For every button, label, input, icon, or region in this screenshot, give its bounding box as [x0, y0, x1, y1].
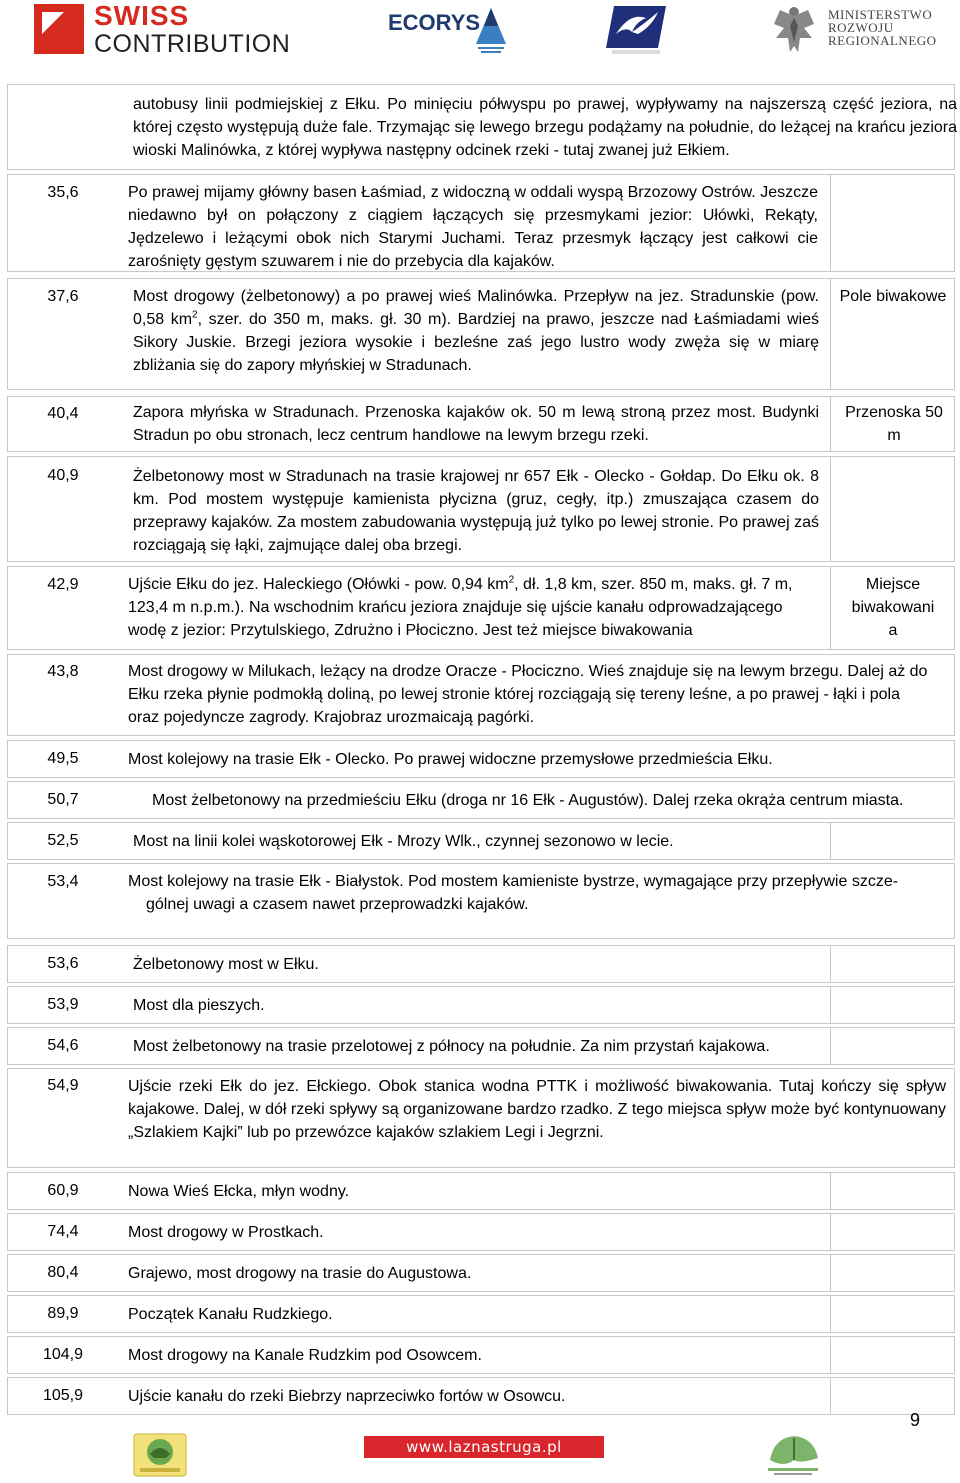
row-description: Nowa Wieś Ełcka, młyn wodny.	[128, 1183, 350, 1200]
swiss-contribution-logo	[34, 0, 294, 58]
km-value: 60,9	[47, 1182, 79, 1199]
km-value: 104,9	[42, 1346, 84, 1363]
ministry-line-1: MINISTERSTWO	[828, 7, 933, 22]
ecorys-logo-text: ECORYS	[388, 10, 481, 35]
km-value: 89,9	[47, 1305, 79, 1322]
table-row	[7, 740, 955, 778]
seagull-logo	[606, 4, 668, 56]
row-description: Most dla pieszych.	[133, 997, 265, 1014]
row-note: Miejsce biwakowani a	[851, 576, 935, 639]
km-value: 50,7	[47, 791, 79, 808]
km-value: 53,9	[47, 996, 79, 1013]
row-description: Ujście Ełku do jez. Haleckiego (Ołówki - pow. 0,94 $km^2$, dł. 1,8 km, szer. 850 m, maks. gł. 7 m, 123,4 m n.p.m.). Na wschodnim krańcu jeziora znajduje się ujście kanału odprowadzającego wodę z jezior: Przytulskiego, Zdrużno i Płociczno. Jest też miejsce biwakowania	[128, 574, 793, 639]
eco-trail-logo	[760, 1430, 826, 1478]
row-description: Żelbetonowy most w Stradunach na trasie krajowej nr 657 Ełk - Olecko - Gołdap. Do Ełku ok. 8 km. Pod mostem występuje kamienista płycizna (gruz, cegły, itp.) zmuszająca czasem do przeprawy kajaków. Za mostem zabudowania występują już tylko po lewej stronie. Po prawej zaś rozciągają się łąki, zajmujące dalej oba brzegi.	[133, 468, 819, 554]
row-description: Początek Kanału Rudzkiego.	[128, 1306, 333, 1323]
row-description: Ujście kanału do rzeki Biebrzy naprzeciwko fortów w Osowcu.	[128, 1388, 566, 1405]
swiss-logo-line2: CONTRIBUTION	[94, 30, 291, 58]
row-description: Po prawej mijamy główny basen Łaśmiad, z widoczną w oddali wyspą Brzozowy Ostrów. Jeszcze niedawno był on połączony z ciągiem łączących się przesmykami jezior: Ułówki, Rekąty, Jędzelewo i leżącymi obok nich Starymi Juchami. Teraz przesmyk łączący jest całkowi cie zarośnięty gęstym szuwarem i nie do przebycia dla kajaków.	[128, 184, 818, 270]
notes-cell	[830, 175, 955, 271]
badge-logo-icon	[132, 1432, 188, 1478]
oak-leaf-icon	[760, 1430, 826, 1478]
table-row	[7, 863, 955, 939]
row-description: Grajewo, most drogowy na trasie do Augustowa.	[128, 1265, 472, 1282]
page-header	[0, 0, 960, 60]
page-number: 9	[910, 1410, 921, 1430]
table-row	[7, 1068, 955, 1168]
table-row	[7, 174, 955, 272]
notes-cell	[830, 1378, 955, 1414]
table-row	[7, 278, 955, 390]
table-row	[7, 1377, 955, 1415]
row-description: Most kolejowy na trasie Ełk - Białystok. Pod mostem kamieniste bystrze, wymagające przy przepływie szcze- gólnej uwagi a czasem nawet przeprowadzki kajaków.	[128, 873, 899, 913]
notes-cell	[830, 823, 955, 859]
ministry-line-3: REGIONALNEGO	[828, 33, 937, 48]
swiss-logo-line1: SWISS	[94, 0, 190, 31]
mountain-icon	[474, 6, 508, 56]
km-value: 37,6	[47, 288, 79, 305]
notes-cell	[830, 1296, 955, 1332]
table-row	[7, 945, 955, 983]
km-value: 74,4	[47, 1223, 79, 1240]
notes-cell	[830, 567, 955, 649]
km-value: 53,4	[47, 873, 79, 890]
km-value: 40,9	[47, 467, 79, 484]
table-row	[7, 1254, 955, 1292]
table-row	[7, 986, 955, 1024]
row-note: Przenoska 50 m	[845, 404, 943, 444]
row-description: Most żelbetonowy na trasie przelotowej z północy na południe. Za nim przystań kajakowa.	[133, 1038, 770, 1055]
notes-cell	[830, 457, 955, 561]
table-row	[7, 781, 955, 819]
row-description: Zapora młyńska w Stradunach. Przenoska kajaków ok. 50 m lewą stroną przez most. Budynki Stradun po obu stronach, lecz centrum handlowe na lewym brzegu rzeki.	[133, 404, 819, 444]
row-description: Most drogowy (żelbetonowy) a po prawej wieś Malinówka. Przepływ na jez. Stradunskie (pow. 0,58 $km^2$, szer. do 350 m, maks. gł. 30 m). Bardziej na prawo, jeszcze nad Łaśmiadami wieś Sikory Juskie. Brzegi jeziora wysokie i bezleśne zaś jego lustro wody zwęża się w miarę zbliżania się do zapory młyńskiej w Stradunach.	[133, 288, 819, 374]
row-description: Ujście rzeki Ełk do jez. Ełckiego. Obok stanica wodna PTTK i możliwość biwakowania. Tutaj kończy się spływ kajakowe. Dalej, w dół rzeki spływy są organizowane bardzo rzadko. Z tego miejsca spływ może być kontynuowany „Szlakiem Kajki” lub po przewózce kajaków szlakiem Legi i Jegrzni.	[128, 1078, 946, 1141]
km-value: 54,6	[47, 1037, 79, 1054]
km-value: 43,8	[47, 663, 79, 680]
table-row	[7, 84, 955, 170]
table-row	[7, 1172, 955, 1210]
km-value: 105,9	[42, 1387, 84, 1404]
row-description: Most drogowy w Prostkach.	[128, 1224, 324, 1241]
description-cell	[120, 85, 957, 169]
notes-cell	[830, 987, 955, 1023]
km-value: 49,5	[47, 750, 79, 767]
ecorys-logo	[388, 6, 508, 56]
notes-cell	[830, 1337, 955, 1373]
notes-cell	[830, 1173, 955, 1209]
swiss-flag-icon	[34, 4, 84, 54]
ministry-name	[828, 8, 937, 47]
km-cell	[8, 85, 118, 169]
table-row	[7, 822, 955, 860]
table-row	[7, 396, 955, 452]
row-description: autobusy linii podmiejskiej z Ełku. Po minięciu półwyspu po prawej, wypływamy na najszerszą część jeziora, na której często występują duże fale. Trzymając się lewego brzegu podążamy na południe, do leżącej na krańcu jeziora wioski Malinówka, z której wypływa następny odcinek rzeki - tutaj zwanej już Ełkiem.	[133, 96, 957, 159]
table-row	[7, 1336, 955, 1374]
km-value: 52,5	[47, 832, 79, 849]
table-row	[7, 456, 955, 562]
table-row	[7, 1027, 955, 1065]
km-value: 35,6	[47, 184, 79, 201]
km-value: 80,4	[47, 1264, 79, 1281]
table-row	[7, 566, 955, 650]
notes-cell	[830, 1214, 955, 1250]
row-description: Żelbetonowy most w Ełku.	[133, 956, 319, 973]
km-value: 42,9	[47, 576, 79, 593]
table-row	[7, 1213, 955, 1251]
table-row	[7, 1295, 955, 1333]
row-note: Pole biwakowe	[839, 288, 947, 305]
notes-cell	[830, 397, 955, 451]
footer-url[interactable]: www.laznastruga.pl	[406, 1438, 562, 1456]
trail-logo	[132, 1432, 188, 1478]
table-row	[7, 654, 955, 736]
notes-cell	[830, 279, 955, 389]
row-description: Most kolejowy na trasie Ełk - Olecko. Po prawej widoczne przemysłowe przedmieścia Ełku.	[128, 751, 773, 768]
ministry-line-2: ROZWOJU	[828, 20, 894, 35]
notes-cell	[830, 946, 955, 982]
eagle-emblem-icon	[768, 4, 820, 58]
row-description: Most na linii kolei wąskotorowej Ełk - Mrozy Wlk., czynnej sezonowo w lecie.	[133, 833, 674, 850]
ministry-logo	[768, 4, 958, 56]
seagull-icon	[606, 4, 668, 56]
notes-cell	[830, 1028, 955, 1064]
row-description: Most drogowy na Kanale Rudzkim pod Osowcem.	[128, 1347, 482, 1364]
row-description: Most drogowy w Milukach, leżący na drodze Oracze - Płociczno. Wieś znajduje się na lewym brzegu. Dalej aż do Ełku rzeka płynie podmokłą doliną, po lewej stronie której rozciągają się tereny leśne, a po prawej - łąki i pola oraz pojedyncze zagrody. Krajobraz urozmaicają pagórki.	[128, 663, 928, 726]
row-description: Most żelbetonowy na przedmieściu Ełku (droga nr 16 Ełk - Augustów). Dalej rzeka okrąża centrum miasta.	[152, 792, 904, 809]
km-value: 40,4	[47, 405, 79, 422]
km-value: 53,6	[47, 955, 79, 972]
notes-cell	[830, 1255, 955, 1291]
km-value: 54,9	[47, 1077, 79, 1094]
